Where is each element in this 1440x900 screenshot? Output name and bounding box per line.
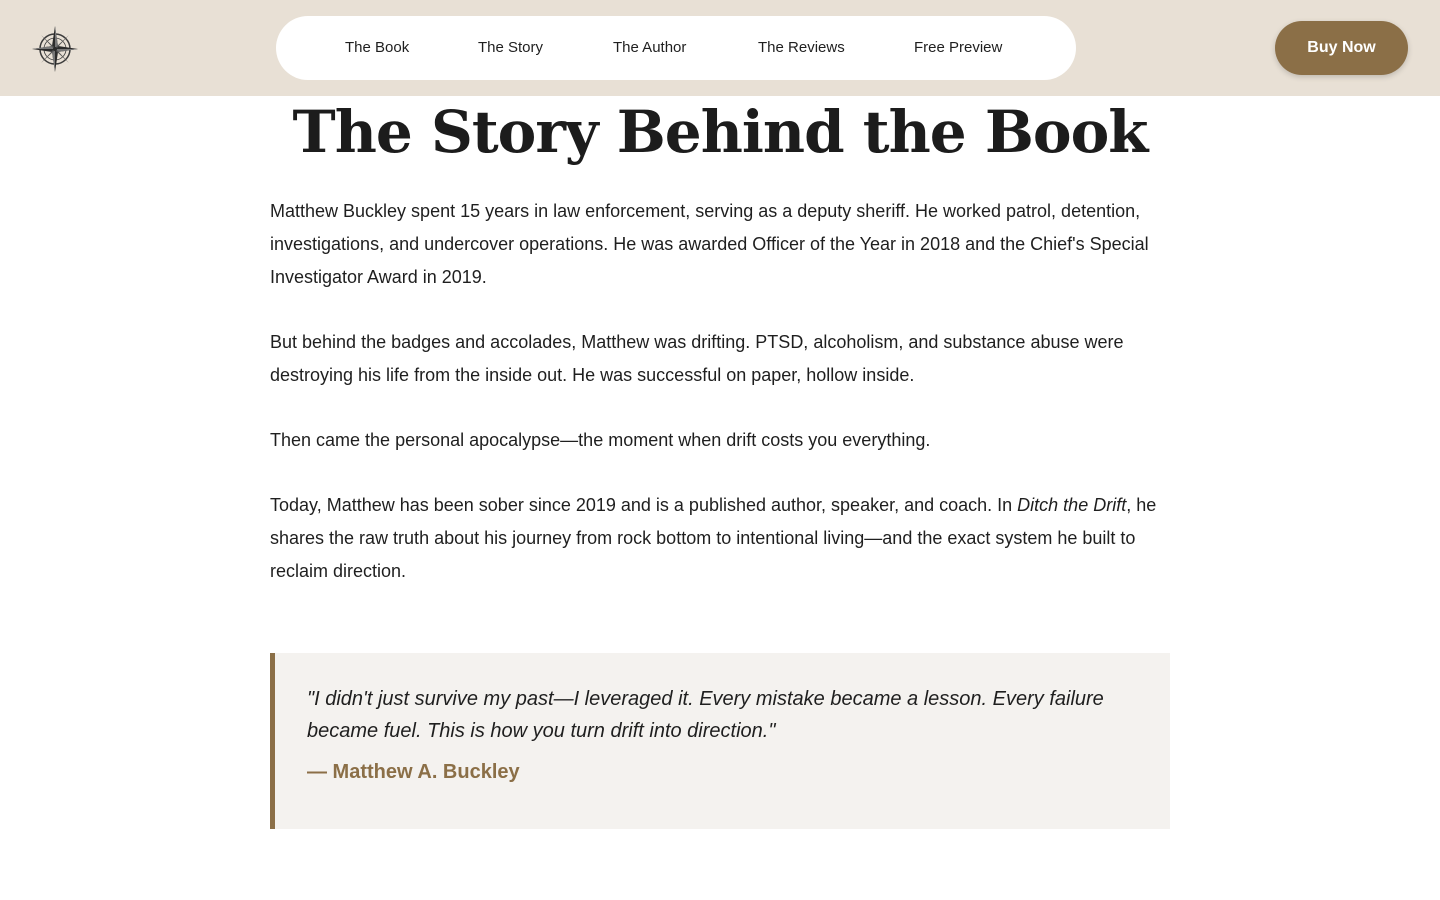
compass-rose-icon[interactable]: [30, 24, 80, 74]
buy-now-button[interactable]: Buy Now: [1275, 21, 1408, 75]
paragraph-text-after: , he shares the raw truth about his journey from rock bottom to intentional living—and the exact system he built to reclaim direction.: [270, 495, 1157, 581]
site-header: [0, 0, 1440, 96]
story-content: [270, 195, 1170, 620]
story-paragraph-3: Then came the personal apocalypse—the moment when drift costs you everything.: [270, 430, 931, 450]
quote-author: — Matthew A. Buckley: [307, 761, 520, 783]
author-quote: [270, 653, 1170, 829]
quote-text: "I didn't just survive my past—I leveraged it. Every mistake became a lesson. Every failure became fuel. This is how you turn drift into direction.": [307, 688, 1104, 742]
book-title-italic: Ditch the Drift: [1017, 495, 1127, 515]
nav-the-author[interactable]: The Author: [613, 39, 687, 56]
story-paragraph-2: But behind the badges and accolades, Matthew was drifting. PTSD, alcoholism, and substance abuse were destroying his life from the inside out. He was successful on paper, hollow inside.: [270, 332, 1124, 385]
story-paragraph-1: Matthew Buckley spent 15 years in law enforcement, serving as a deputy sheriff. He worked patrol, detention, investigations, and undercover operations. He was awarded Officer of the Year in 2018 and the Chief's Special Investigator Award in 2019.: [270, 201, 1149, 287]
main-nav: [276, 16, 1076, 80]
page-title: The Story Behind the Book: [292, 98, 1148, 166]
nav-the-story[interactable]: The Story: [478, 39, 544, 56]
paragraph-text-before: Today, Matthew has been sober since 2019 and is a published author, speaker, and coach. In: [270, 495, 1018, 515]
nav-the-reviews[interactable]: The Reviews: [758, 39, 845, 56]
nav-the-book[interactable]: The Book: [345, 39, 410, 56]
story-paragraph-4: [270, 489, 1170, 588]
nav-free-preview[interactable]: Free Preview: [914, 39, 1003, 56]
